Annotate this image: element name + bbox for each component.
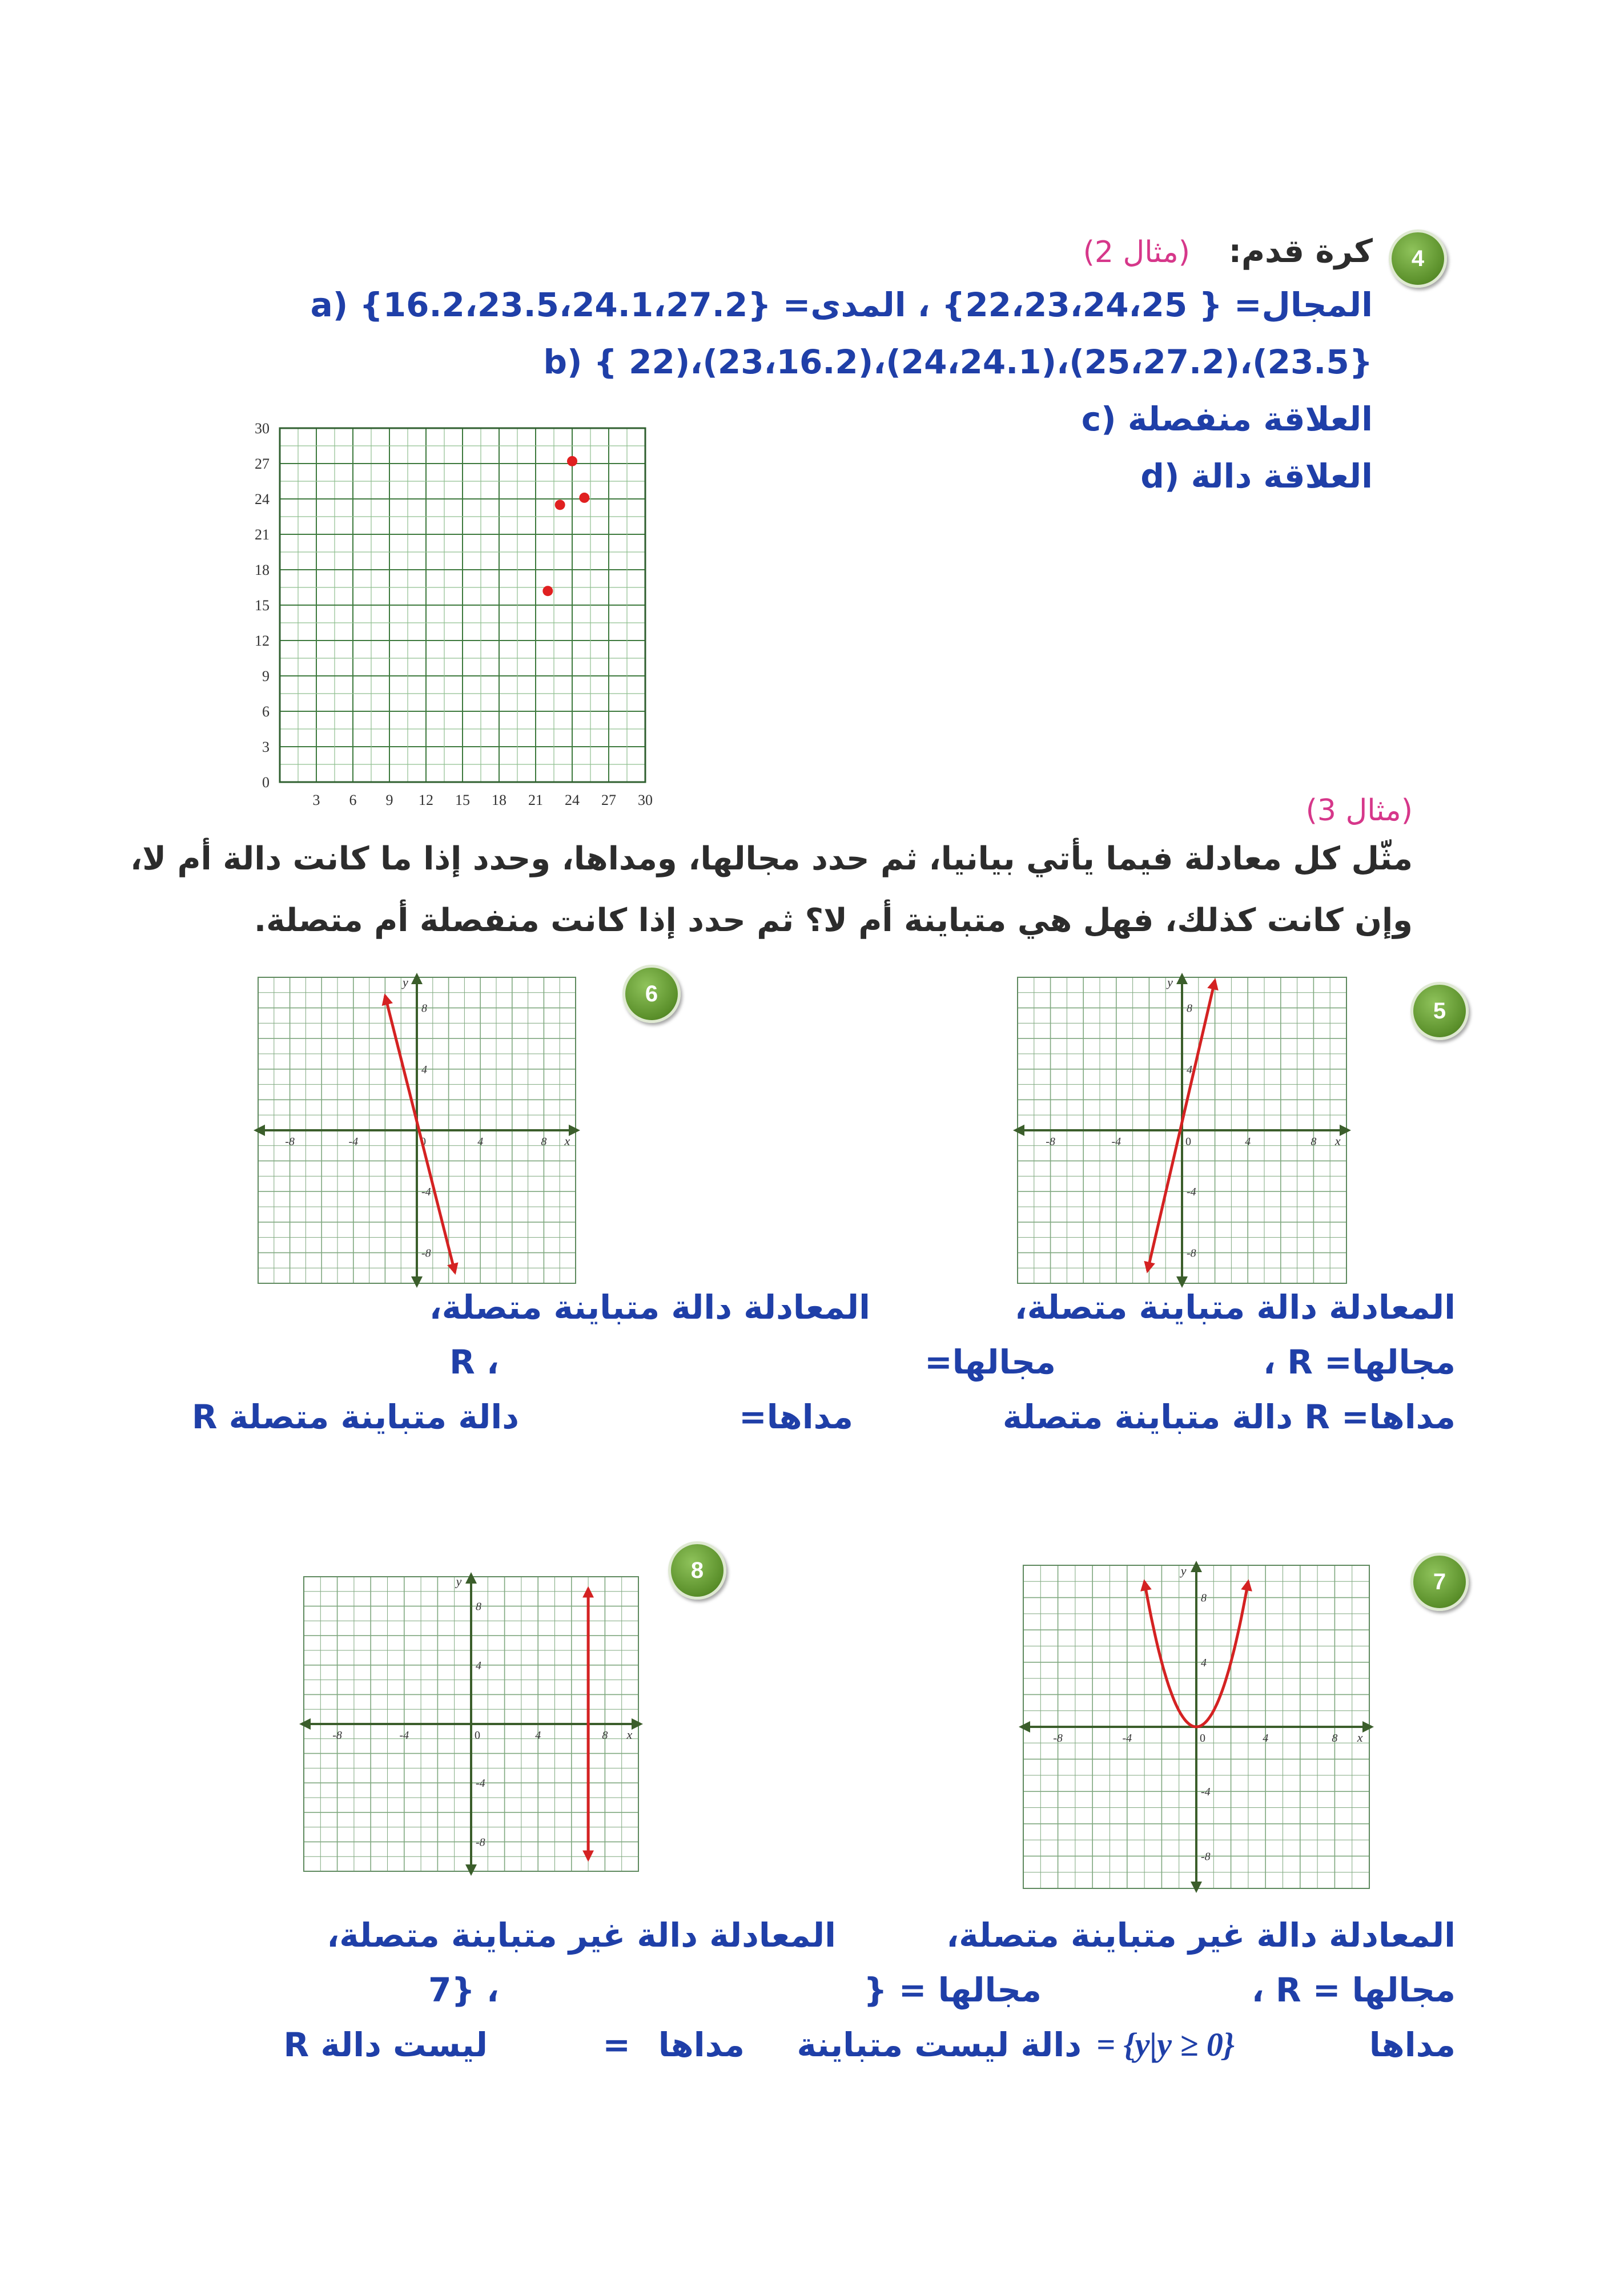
y-tick-label: 4 — [476, 1659, 481, 1672]
y-tick-label: 4 — [1187, 1063, 1192, 1076]
origin-label: 0 — [1185, 1135, 1191, 1148]
y-tick-label: 27 — [255, 456, 270, 472]
y-tick-label: -8 — [1201, 1850, 1211, 1863]
y-tick-label: 21 — [255, 526, 270, 543]
y-tick-label: -8 — [421, 1247, 431, 1260]
y-tick-label: 8 — [476, 1600, 481, 1613]
instruction-line-2: وإن كانت كذلك، فهل هي متباينة أم لا؟ ثم حدد إذا كانت منفصلة أم متصلة. — [254, 902, 1413, 939]
y-tick-label: -4 — [476, 1777, 485, 1790]
y-tick-label: 6 — [262, 703, 270, 720]
problem-6-range-label: مداها= — [739, 1397, 853, 1436]
graph-5 — [1011, 970, 1353, 1290]
problem-7-statement: المعادلة دالة غير متباينة متصلة، — [946, 1916, 1456, 1955]
x-tick-label: 8 — [1311, 1135, 1317, 1148]
problem-5-badge: 5 — [1410, 982, 1469, 1040]
problem-7-domain: مجالها = R ، — [1251, 1971, 1456, 2009]
y-axis-label: y — [456, 1574, 462, 1589]
x-tick-label: -4 — [1111, 1135, 1121, 1148]
problem-7-range-value: = {y|y ≥ 0} — [1096, 2026, 1235, 2063]
problem-5-domain: مجالها= R ، — [1263, 1343, 1456, 1381]
x-tick-label: -4 — [348, 1135, 359, 1148]
problem-5-statement: المعادلة دالة متباينة متصلة، — [1014, 1288, 1456, 1327]
y-tick-label: 8 — [1187, 1002, 1192, 1015]
problem-4-example-ref: (مثال 2) — [1083, 235, 1190, 269]
x-tick-label: 8 — [1332, 1732, 1338, 1745]
x-tick-label: 24 — [565, 792, 580, 808]
problem-6-badge: 6 — [622, 965, 681, 1023]
y-tick-label: 4 — [1201, 1656, 1207, 1669]
x-axis-label: x — [626, 1727, 633, 1742]
y-tick-label: 15 — [255, 597, 270, 614]
x-tick-label: -4 — [399, 1729, 409, 1742]
graph-line — [385, 996, 455, 1272]
y-tick-label: 24 — [255, 491, 270, 507]
graph-8 — [297, 1570, 645, 1878]
x-tick-label: 27 — [601, 792, 616, 808]
problem-4-part-d: d) العلاقة دالة — [1140, 457, 1373, 496]
origin-label: 0 — [1200, 1732, 1205, 1745]
problem-6-domain-value: R ، — [449, 1343, 499, 1381]
problem-6-statement: المعادلة دالة متباينة متصلة، — [429, 1288, 870, 1327]
problem-7-badge: 7 — [1410, 1553, 1469, 1611]
x-axis-label: x — [1334, 1134, 1341, 1148]
x-tick-label: 30 — [638, 792, 653, 808]
y-axis-label: y — [1167, 975, 1173, 990]
problem-8-badge: 8 — [668, 1541, 726, 1600]
x-tick-label: -8 — [1046, 1135, 1055, 1148]
y-tick-label: 9 — [262, 668, 270, 684]
y-tick-label: 8 — [421, 1002, 427, 1015]
y-tick-label: 18 — [255, 562, 270, 578]
problem-4-part-c: c) العلاقة منفصلة — [1081, 400, 1373, 438]
x-tick-label: 18 — [492, 792, 507, 808]
problem-4-part-a: a) المجال= { 22،23،24،25} ، المدى= {16.2،23.5،24.1،27.2} — [310, 285, 1373, 324]
x-tick-label: -4 — [1122, 1732, 1132, 1745]
y-tick-label: -8 — [1187, 1247, 1196, 1260]
y-axis-label: y — [1180, 1563, 1187, 1578]
x-tick-label: 6 — [349, 792, 357, 808]
scatter-chart — [240, 422, 674, 822]
scatter-grid — [280, 428, 645, 782]
x-tick-label: 15 — [455, 792, 470, 808]
y-tick-label: -8 — [476, 1836, 485, 1849]
graph-7 — [1016, 1558, 1376, 1895]
origin-label: 0 — [420, 1135, 426, 1148]
problem-4-part-b: b) { 22)،(23،16.2)،(24،24.1)،(25،27.2)،(23.5} — [543, 343, 1373, 381]
x-tick-label: -8 — [1053, 1732, 1063, 1745]
x-axis-label: x — [564, 1134, 570, 1148]
data-point — [542, 586, 553, 596]
x-tick-label: 4 — [477, 1135, 484, 1148]
y-tick-label: 12 — [255, 633, 270, 649]
problem-6-domain-label: مجالها= — [924, 1343, 1056, 1381]
x-axis-label: x — [1357, 1730, 1363, 1745]
x-tick-label: 4 — [535, 1729, 541, 1742]
x-tick-label: -8 — [285, 1135, 295, 1148]
y-tick-label: 3 — [262, 739, 270, 755]
problem-6-range-value: R دالة متباينة متصلة — [191, 1397, 519, 1436]
x-tick-label: 3 — [312, 792, 320, 808]
y-tick-label: 4 — [421, 1063, 427, 1076]
origin-label: 0 — [475, 1729, 480, 1742]
y-tick-label: -4 — [1187, 1186, 1196, 1199]
example-3-ref: (مثال 3) — [1305, 793, 1413, 828]
y-tick-label: 8 — [1201, 1592, 1207, 1605]
x-tick-label: 4 — [1245, 1135, 1251, 1148]
data-point — [567, 456, 577, 466]
y-axis-label: y — [402, 975, 408, 990]
y-tick-label: -4 — [421, 1186, 431, 1199]
y-tick-label: 30 — [255, 422, 270, 437]
x-tick-label: 8 — [602, 1729, 608, 1742]
graph-6 — [251, 970, 582, 1290]
x-tick-label: 4 — [1263, 1732, 1269, 1745]
problem-5-range: مداها= R دالة متباينة متصلة — [1002, 1397, 1456, 1436]
x-tick-label: 9 — [385, 792, 393, 808]
problem-8-range-value: R ليست دالة — [283, 2025, 488, 2064]
problem-8-domain-value: 7} ، — [428, 1971, 499, 2009]
data-point — [579, 493, 589, 503]
x-tick-label: 21 — [528, 792, 543, 808]
x-tick-label: 8 — [541, 1135, 547, 1148]
data-point — [555, 500, 565, 510]
y-tick-label: -4 — [1201, 1786, 1211, 1799]
problem-4-badge: 4 — [1389, 229, 1447, 288]
problem-8-range-eq: = — [602, 2025, 630, 2064]
problem-7-injective-note: دالة ليست متباينة — [797, 2025, 1082, 2064]
problem-8-range-label: مداها — [658, 2025, 745, 2064]
instruction-line-1: مثّل كل معادلة فيما يأتي بيانيا، ثم حدد مجالها، ومداها، وحدد إذا ما كانت دالة أم لا، — [130, 840, 1413, 877]
problem-4-title: كرة قدم: — [1228, 233, 1373, 270]
problem-8-domain-label: مجالها = { — [863, 1971, 1042, 2009]
x-tick-label: 12 — [419, 792, 433, 808]
x-tick-label: -8 — [332, 1729, 342, 1742]
y-tick-label: 0 — [262, 774, 270, 791]
problem-8-statement: المعادلة دالة غير متباينة متصلة، — [327, 1916, 836, 1955]
problem-7-range-label: مداها — [1369, 2025, 1456, 2064]
